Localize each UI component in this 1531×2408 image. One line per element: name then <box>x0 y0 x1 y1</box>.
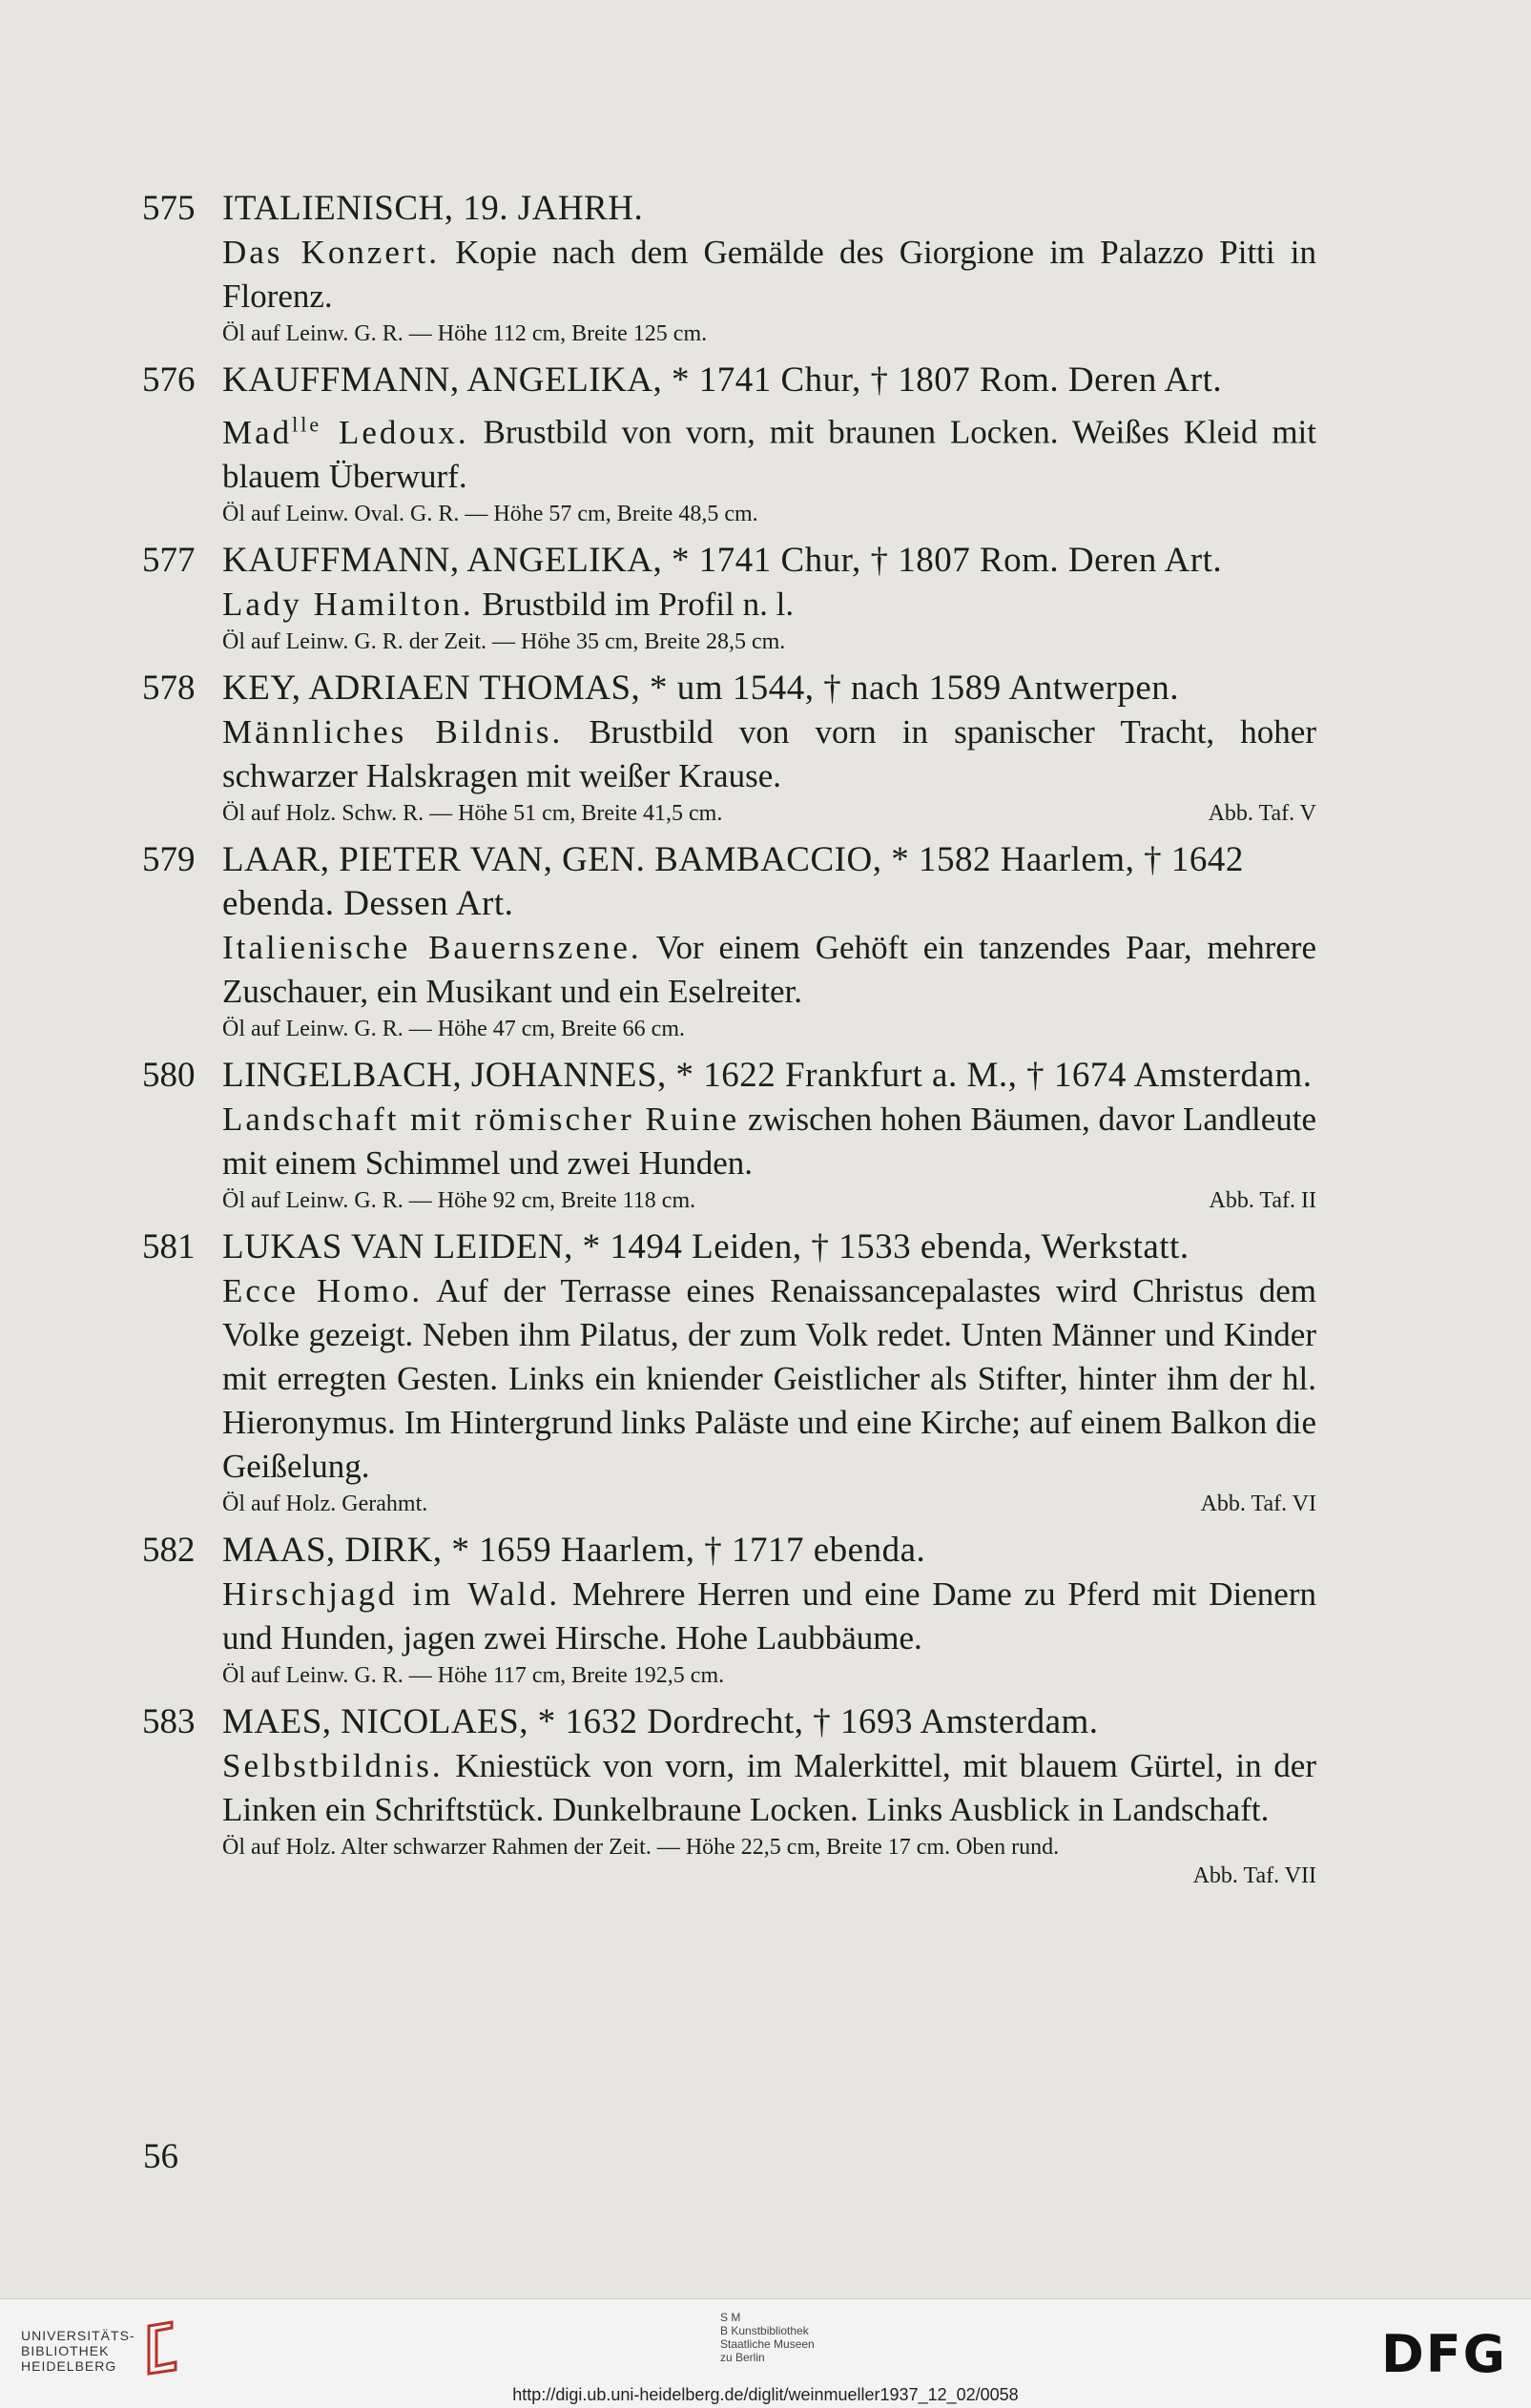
technical-data <box>222 1660 1316 1691</box>
catalog-entry-576 <box>143 359 1316 529</box>
catalog-entry-577 <box>143 539 1316 657</box>
description-text: Kopie nach dem Gemälde des Giorgione im Palazzo Pitti in Florenz. <box>222 234 1317 315</box>
description-text: Vor einem Gehöft ein tanzendes Paar, mehrere Zuschauer, ein Musikant und ein Eselreiter. <box>222 928 1316 1010</box>
plate-reference: Abb. Taf. VI <box>1200 1491 1316 1516</box>
work-title <box>222 414 469 451</box>
technical-data <box>222 1832 1316 1863</box>
medium-dimensions: Öl auf Holz. Gerahmt. <box>222 1491 428 1516</box>
plate-reference: Abb. Taf. V <box>1208 800 1316 826</box>
catalog-entry-581 <box>143 1225 1316 1519</box>
catalog-entry-579 <box>143 838 1316 1044</box>
medium-dimensions: Öl auf Leinw. G. R. — Höhe 117 cm, Breite 192,5 cm. <box>222 1662 725 1688</box>
dfg-logo[interactable]: DFG <box>1380 2324 1507 2384</box>
lot-number: 583 <box>142 1701 196 1741</box>
artist-heading: KAUFFMANN, ANGELIKA, * 1741 Chur, † 1807 Rom. Deren Art. <box>222 360 1223 400</box>
technical-data <box>222 319 1316 349</box>
page-url[interactable]: http://digi.ub.uni-heidelberg.de/diglit/weinmueller1937_12_02/0058 <box>512 2385 1019 2404</box>
medium-dimensions: Öl auf Leinw. G. R. der Zeit. — Höhe 35 cm, Breite 28,5 cm. <box>222 628 786 654</box>
description <box>222 402 1316 499</box>
catalog-entries <box>143 187 1316 1899</box>
stamp-text-line: Staatliche Museen <box>720 2337 815 2351</box>
description <box>222 710 1316 798</box>
artist-heading: MAES, NICOLAES, * 1632 Dordrecht, † 1693 Amsterdam. <box>222 1701 1099 1741</box>
medium-dimensions: Öl auf Leinw. G. R. — Höhe 47 cm, Breite 66 cm. <box>222 1016 686 1041</box>
library-stamp <box>720 2311 815 2364</box>
description-text: Auf der Terrasse eines Renaissancepalastes wird Christus dem Volke gezeigt. Neben ihm Pilatus, der zum Volk redet. Unten Männer und Kinder mit erregten Gesten. Links ein kniender Geistlicher als Stifter, hinter ihm der hl. Hieronymus. Im Hintergrund links Paläste und eine Kirche; auf einem Balkon die Geißelung. <box>222 1271 1317 1485</box>
work-title: Hirschjagd im Wald. <box>222 1574 561 1613</box>
description <box>222 1573 1316 1660</box>
work-title: Das Konzert. <box>222 234 441 271</box>
artist-heading: KEY, ADRIAEN THOMAS, * um 1544, † nach 1589 Antwerpen. <box>222 668 1180 708</box>
lot-number: 577 <box>142 540 196 580</box>
stamp-text-line: zu Berlin <box>720 2351 765 2364</box>
medium-dimensions: Öl auf Holz. Alter schwarzer Rahmen der Zeit. — Höhe 22,5 cm, Breite 17 cm. Oben rund. <box>222 1834 1060 1860</box>
stamp-text-line: B Kunstbibliothek <box>720 2324 809 2337</box>
lot-number: 581 <box>142 1226 196 1266</box>
university-library-logo[interactable] <box>21 2328 135 2374</box>
lot-number: 576 <box>142 360 196 400</box>
work-title: Landschaft mit römischer Ruine <box>222 1100 740 1138</box>
library-emblem-icon <box>143 2318 181 2377</box>
technical-data <box>222 1489 1316 1519</box>
description <box>222 231 1316 319</box>
description-text: Brustbild von vorn, mit braunen Locken. Weißes Kleid mit blauem Überwurf. <box>222 413 1316 495</box>
work-title: Männliches Bildnis. <box>222 712 564 751</box>
description <box>222 1269 1316 1489</box>
work-title: Lady Hamilton. <box>222 585 474 623</box>
lot-number: 582 <box>142 1530 196 1570</box>
work-title: Selbstbildnis. <box>222 1746 444 1784</box>
work-title: Ecce Homo. <box>222 1271 424 1309</box>
catalog-entry-580 <box>143 1054 1316 1216</box>
lot-number: 580 <box>142 1055 196 1095</box>
work-title: Italienische Bauernszene. <box>222 928 642 966</box>
lot-number: 579 <box>142 839 196 879</box>
description <box>222 1744 1316 1832</box>
description <box>222 583 1316 627</box>
catalog-entry-578 <box>143 667 1316 829</box>
technical-data <box>222 1014 1316 1044</box>
work-title-superscript: lle <box>292 412 322 436</box>
artist-heading: ITALIENISCH, 19. JAHRH. <box>222 189 644 228</box>
technical-data <box>222 1185 1316 1216</box>
technical-data <box>222 798 1316 829</box>
catalog-entry-582 <box>143 1529 1316 1691</box>
technical-data <box>222 499 1316 529</box>
description-text: zwischen hohen Bäumen, davor Landleute mit einem Schimmel und zwei Hunden. <box>222 1100 1316 1182</box>
page-number: 56 <box>143 2137 178 2176</box>
description-text: Brustbild im Profil n. l. <box>473 585 795 623</box>
work-title-part: Mad <box>222 413 293 451</box>
medium-dimensions: Öl auf Leinw. G. R. — Höhe 92 cm, Breite 118 cm. <box>222 1187 696 1213</box>
description-text: Kniestück von vorn, im Malerkittel, mit blauem Gürtel, in der Linken ein Schriftstück. Dunkelbraune Locken. Links Ausblick in Landschaft. <box>222 1746 1316 1828</box>
artist-heading: KAUFFMANN, ANGELIKA, * 1741 Chur, † 1807 Rom. Deren Art. <box>222 540 1223 580</box>
artist-heading: LINGELBACH, JOHANNES, * 1622 Frankfurt a. M., † 1674 Amsterdam. <box>222 1055 1313 1095</box>
description <box>222 1098 1316 1185</box>
lot-number: 575 <box>142 189 196 228</box>
work-title-rest: Ledoux. <box>321 413 469 451</box>
lot-number: 578 <box>142 668 196 708</box>
description-text: Mehrere Herren und eine Dame zu Pferd mit Dienern und Hunden, jagen zwei Hirsche. Hohe Laubbäume. <box>222 1574 1316 1657</box>
description-text: Brustbild von vorn in spanischer Tracht, hoher schwarzer Halskragen mit weißer Krause. <box>222 712 1316 794</box>
catalog-entry-575 <box>143 187 1316 349</box>
logo-text-line: HEIDELBERG <box>21 2358 117 2374</box>
catalog-entry-583 <box>143 1700 1316 1889</box>
description <box>222 926 1316 1014</box>
plate-reference: Abb. Taf. II <box>1209 1187 1316 1213</box>
medium-dimensions: Öl auf Leinw. G. R. — Höhe 112 cm, Breite 125 cm. <box>222 321 708 346</box>
plate-reference: Abb. Taf. VII <box>1192 1863 1316 1888</box>
logo-text-line: UNIVERSITÄTS- <box>21 2328 135 2343</box>
artist-heading: LUKAS VAN LEIDEN, * 1494 Leiden, † 1533 ebenda, Werkstatt. <box>222 1226 1190 1266</box>
technical-data <box>222 627 1316 657</box>
logo-text-line: BIBLIOTHEK <box>21 2343 110 2358</box>
medium-dimensions: Öl auf Leinw. Oval. G. R. — Höhe 57 cm, Breite 48,5 cm. <box>222 501 758 526</box>
medium-dimensions: Öl auf Holz. Schw. R. — Höhe 51 cm, Breite 41,5 cm. <box>222 800 723 826</box>
artist-heading: MAAS, DIRK, * 1659 Haarlem, † 1717 ebenda. <box>222 1530 926 1570</box>
artist-heading: LAAR, PIETER VAN, GEN. BAMBACCIO, * 1582 Haarlem, † 1642 ebenda. Dessen Art. <box>222 839 1244 923</box>
viewer-footer <box>0 2298 1531 2408</box>
stamp-text-line: S M <box>720 2311 741 2324</box>
